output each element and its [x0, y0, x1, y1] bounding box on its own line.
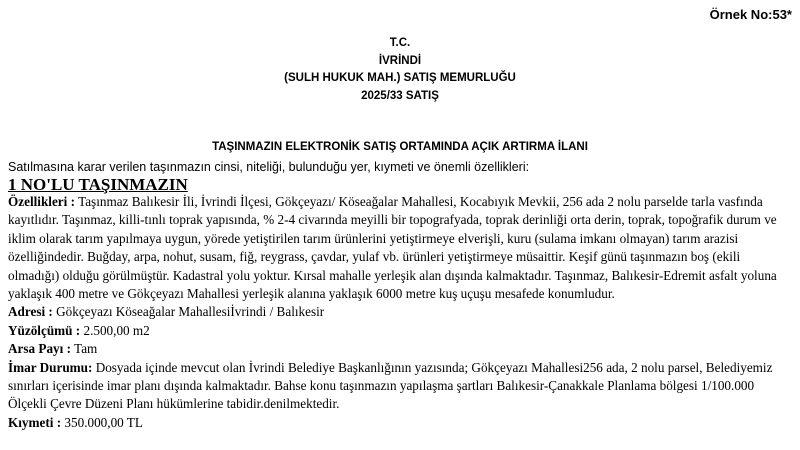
address-row — [8, 303, 788, 321]
land-share-value: Tam — [71, 341, 98, 357]
area-label: Yüzölçümü : — [8, 322, 81, 338]
zoning-label: İmar Durumu: — [8, 359, 93, 375]
value-row — [8, 414, 788, 432]
header-line-office: (SULH HUKUK MAH.) SATIŞ MEMURLUĞU — [284, 72, 516, 84]
zoning-paragraph — [8, 359, 788, 414]
address-label: Adresi : — [8, 304, 53, 320]
property-heading: 1 NO'LU TAŞINMAZIN — [8, 175, 188, 194]
example-number: Örnek No:53* — [709, 7, 792, 22]
header-block — [0, 35, 800, 105]
notice-title: TAŞINMAZIN ELEKTRONİK SATIŞ ORTAMINDA AÇIK ARTIRMA İLANI — [212, 141, 588, 153]
land-share-label: Arsa Payı : — [8, 341, 71, 357]
header-line-tc: T.C. — [389, 37, 411, 49]
header-line-ivrindi: İVRİNDİ — [378, 54, 422, 67]
features-label: Özellikleri : — [8, 194, 76, 209]
value-label: Kıymeti : — [8, 414, 62, 430]
features-value: Taşınmaz Balıkesir İli, İvrindi İlçesi, Gökçeyazı/ Köseağalar Mahallesi, Kocabıyık Mevkii, 256 ada 2 nolu parselde tarla vasfında kayıtlıdır. Taşınmaz, killi-tınlı toprak yapısında, % 2-4 civarında meyilli bir topografyada, toprak derinliği orta derin, toprak, topoğrafik durum ve iklim olarak tarım yapılmaya uygun, yörede yetiştirilen tarım ürünlerini yetiştirmeye elverişli, kuru (sulama imkanı olmayan) tarım arazisi özelliğindedir. Buğday, arpa, nohut, susam, fiğ, reygrass, çavdar, yulaf vb. ürünleri yetiştirmeye müsaittir. Keşif günü taşınmazın boş (ekili olmadığı) olduğu görülmüştür. Kadastral yolu yoktur. Kırsal mahalle yerleşik alan dışında kalmaktadır. Taşınmaz, Balıkesir-Edremit asfalt yoluna yaklaşık 400 metre ve Gökçeyazı Mahallesi yerleşik alanına yaklaşık 6000 metre kuş uçuşu mesafede konumludur. — [8, 194, 777, 302]
value-amount: 350.000,00 TL — [61, 414, 143, 430]
property-details — [8, 193, 788, 432]
land-share-row — [8, 340, 788, 358]
area-value: 2.500,00 m2 — [80, 322, 150, 338]
header-line-file-no: 2025/33 SATIŞ — [361, 89, 439, 102]
address-value: Gökçeyazı Köseağalar Mahallesiİvrindi / Balıkesir — [52, 304, 325, 320]
zoning-value: Dosyada içinde mevcut olan İvrindi Belediye Başkanlığının yazısında; Gökçeyazı Mahallesi256 ada, 2 nolu parsel, Belediyemiz sınırları içerisinde imar planı dışında kalmaktadır. Bahse konu taşınmazın yapılaşma şartları Balıkesir-Çanakkale Planlama bölgesi 1/100.000 Ölçekli Çevre Düzeni Planı hükümlerine tabidir.denilmektedir. — [8, 359, 773, 412]
features-paragraph — [8, 193, 788, 303]
area-row — [8, 322, 788, 340]
intro-text: Satılmasına karar verilen taşınmazın cinsi, niteliği, bulunduğu yer, kıymeti ve önemli özellikleri: — [8, 160, 530, 174]
